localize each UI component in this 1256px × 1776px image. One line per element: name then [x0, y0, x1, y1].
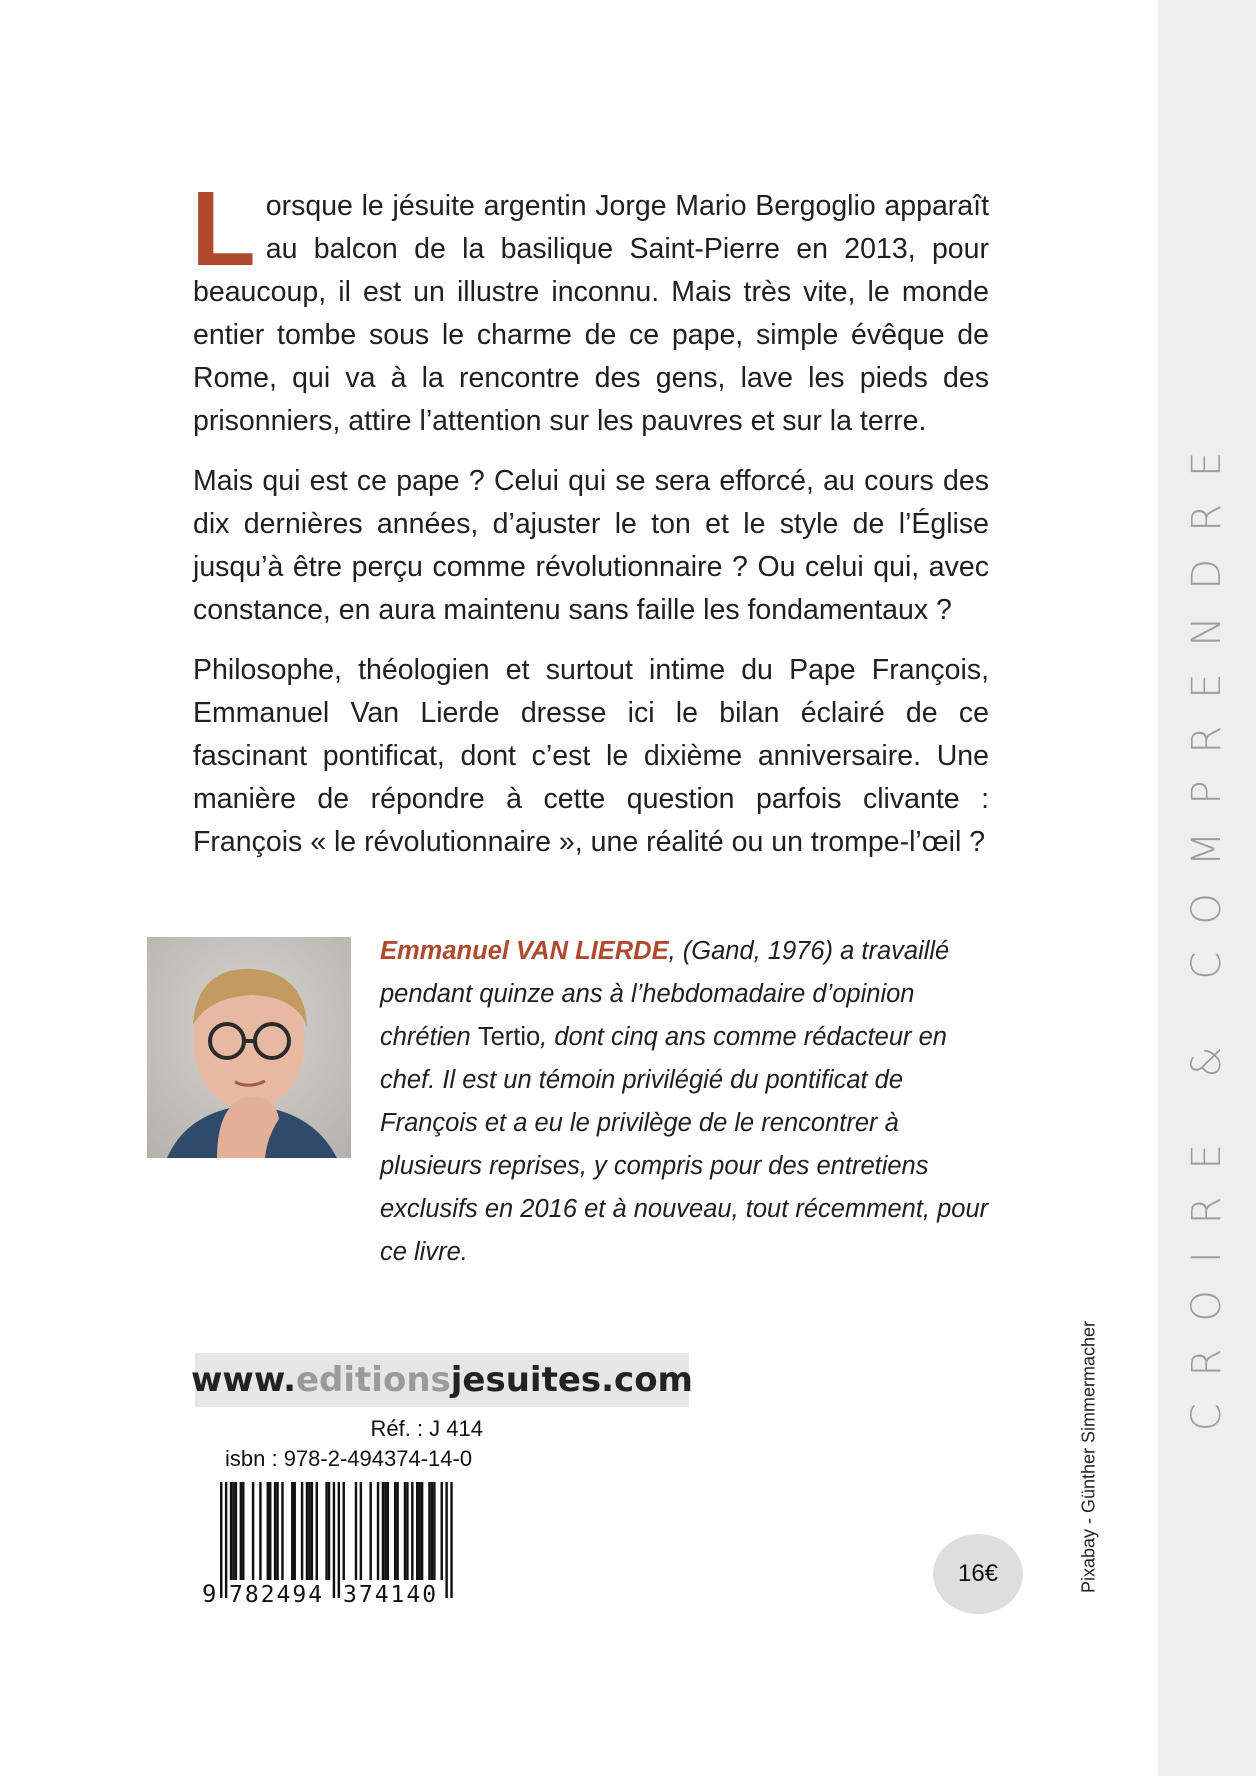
barcode-bar	[428, 1482, 430, 1580]
barcode-bar	[242, 1482, 244, 1580]
publisher-website[interactable]	[191, 1353, 693, 1407]
drop-cap: L	[191, 170, 256, 288]
barcode-bar	[431, 1482, 433, 1580]
barcode-bar	[294, 1482, 296, 1580]
barcode-bar	[252, 1482, 254, 1580]
barcode-bar	[281, 1482, 283, 1580]
barcode-bar	[416, 1482, 418, 1580]
barcode-bar	[406, 1482, 408, 1580]
blurb-paragraph-2: Mais qui est ce pape ? Celui qui se sera efforcé, au cours des dix dernières années, d’ajuster le ton et le style de l’Église jusqu’à être perçu comme révolutionnaire ? Ou celui qui, avec constance, en aura maintenu sans faille les fondamentaux ?	[193, 465, 989, 626]
barcode-bar	[384, 1482, 386, 1580]
barcode-bar	[325, 1482, 327, 1580]
barcode-bar	[450, 1482, 452, 1598]
barcode-bar	[369, 1482, 371, 1580]
barcode-bar	[396, 1482, 398, 1580]
barcode-bar	[225, 1482, 227, 1598]
barcode-bar	[306, 1482, 308, 1580]
bio-text-2: , dont cinq ans comme rédacteur en chef. Il est un témoin privilégié du pontificat de François et a eu le privilège de le rencontrer à plusieurs reprises, y compris pour des entretiens exclusifs en 2016 et à nouveau, tout récemment, pour ce livre.	[380, 1023, 989, 1266]
barcode-bar	[230, 1482, 232, 1580]
blurb	[191, 170, 989, 881]
barcode-bar	[308, 1482, 310, 1580]
barcode-bar	[404, 1482, 406, 1580]
barcode-first-digit: 9	[202, 1580, 217, 1608]
barcode-bar	[276, 1482, 278, 1580]
barcode-bar	[418, 1482, 420, 1580]
bio-text-1: , (Gand, 1976) a travaillé pendant quinze ans à l’hebdomadaire d’opinion chrétien	[380, 937, 950, 1051]
website-suffix: jesuites.com	[450, 1360, 693, 1400]
barcode-bar	[328, 1482, 330, 1580]
barcode-right-digits: 374140	[343, 1582, 439, 1608]
price-badge: 16€	[933, 1534, 1023, 1614]
barcode-bar	[235, 1482, 237, 1580]
barcode-bars	[220, 1482, 453, 1598]
barcode-bar	[338, 1482, 340, 1598]
barcode-bar	[291, 1482, 293, 1580]
barcode-bar	[232, 1482, 234, 1580]
barcode-bar	[441, 1482, 443, 1580]
barcode-bar	[387, 1482, 389, 1580]
author-portrait	[147, 937, 351, 1158]
barcode-bar	[394, 1482, 396, 1580]
barcode-left-digits: 782494	[229, 1582, 325, 1608]
blurb-paragraph-1	[191, 170, 989, 443]
barcode	[198, 1480, 498, 1615]
barcode-bar	[377, 1482, 379, 1580]
magazine-name: Tertio	[477, 1023, 541, 1051]
barcode-bar	[240, 1482, 242, 1580]
barcode-bar	[445, 1482, 447, 1598]
barcode-bar	[333, 1482, 335, 1598]
barcode-bar	[301, 1482, 303, 1580]
reference-number: Réf. : J 414	[370, 1416, 483, 1441]
isbn-number: isbn : 978-2-494374-14-0	[225, 1446, 473, 1471]
blurb-paragraph-1-text: orsque le jésuite argentin Jorge Mario Bergoglio apparaît au balcon de la basilique Saint-Pierre en 2013, pour beaucoup, il est un illustre inconnu. Mais très vite, le monde entier tombe sous le charme de ce pape, simple évêque de Rome, qui va à la rencontre des gens, lave les pieds des prisonniers, attire l’attention sur les pauvres et sur la terre.	[193, 190, 989, 437]
website-prefix: www.	[191, 1360, 296, 1400]
barcode-bar	[269, 1482, 271, 1580]
barcode-bar	[311, 1482, 313, 1580]
barcode-bar	[267, 1482, 269, 1580]
author-bio	[380, 930, 990, 1274]
barcode-bar	[360, 1482, 362, 1580]
photo-credit: Pixabay - Günther Simmermacher	[1078, 1320, 1099, 1594]
barcode-bar	[421, 1482, 423, 1580]
barcode-bar	[355, 1482, 357, 1580]
website-accent: editions	[296, 1360, 451, 1400]
barcode-bar	[274, 1482, 276, 1580]
barcode-bar	[220, 1482, 222, 1598]
blurb-paragraph-3: Philosophe, théologien et surtout intime du Pape François, Emmanuel Van Lierde dresse ici le bilan éclairé de ce fascinant pontificat, dont c’est le dixième anniversaire. Une manière de répondre à cette question parfois clivante : François « le révolutionnaire », une réalité ou un trompe-l’œil ?	[193, 654, 989, 858]
barcode-bar	[382, 1482, 384, 1580]
author-name: Emmanuel VAN LIERDE	[380, 937, 669, 965]
barcode-bar	[433, 1482, 435, 1580]
barcode-bar	[343, 1482, 345, 1580]
barcode-bar	[259, 1482, 261, 1580]
barcode-bar	[411, 1482, 413, 1580]
barcode-bar	[316, 1482, 318, 1580]
collection-name: CROIRE & COMPRENDRE	[1184, 424, 1230, 1432]
